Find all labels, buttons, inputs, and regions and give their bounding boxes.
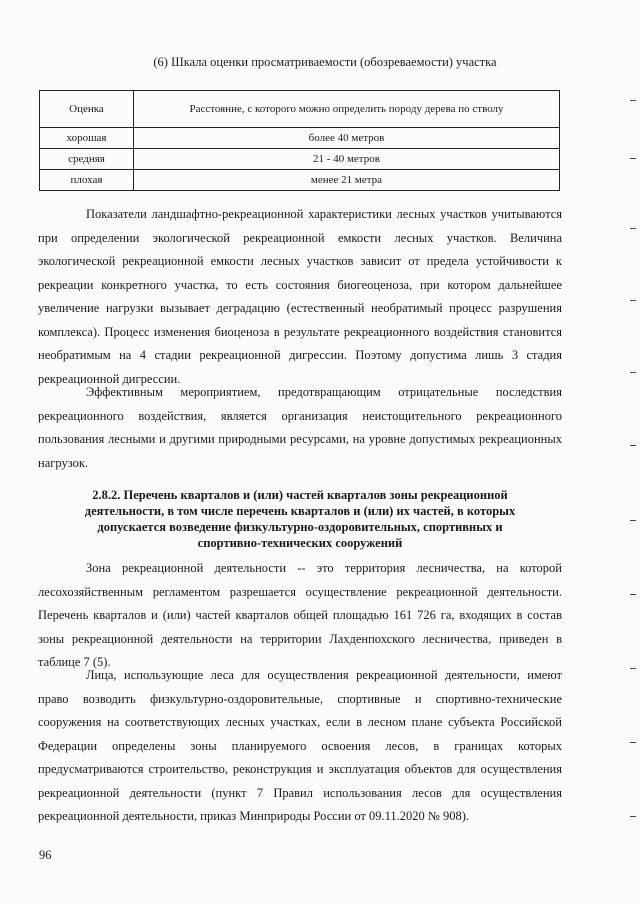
table-cell: плохая xyxy=(40,170,134,191)
table-row xyxy=(40,149,560,170)
table-cell: более 40 метров xyxy=(134,128,560,149)
table-cell: менее 21 метра xyxy=(134,170,560,191)
scan-edge-mark xyxy=(630,372,636,373)
paragraph-recreation-capacity: Показатели ландшафтно-рекреационной характеристики лесных участков учитываются при определении экологической рекреационной емкости лесных участков. Величина экологической рекреационной емкости лесных участков зависит от предела устойчивости к рекреации конкретного участка, то есть состояния биогеоценоза, при котором дальнейшее увеличение нагрузки вызывает деградацию (естественный необратимый процесс разрушения комплекса). Процесс изменения биоценоза в результате рекреационного воздействия становится необратимым на 4 стадии рекреационной дигрессии. Поэтому допустима лишь 3 стадия рекреационной дигрессии. xyxy=(38,207,562,386)
scan-edge-mark xyxy=(630,158,636,159)
scan-edge-mark xyxy=(630,300,636,301)
scan-edge-mark xyxy=(630,100,636,101)
page-number: 96 xyxy=(39,848,52,862)
table-row xyxy=(40,170,560,191)
table-caption: (6) Шкала оценки просматриваемости (обозреваемости) участка xyxy=(153,55,497,69)
section-heading: 2.8.2. Перечень кварталов и (или) частей кварталов зоны рекреационной деятельности, в том числе перечень кварталов и (или) их частей, в которых допускается возведение физкультурно-оздоровительных, спортивных и спортивно-технических сооружений xyxy=(84,488,516,550)
scan-edge-mark xyxy=(630,445,636,446)
table-cell: средняя xyxy=(40,149,134,170)
scan-edge-mark xyxy=(630,520,636,521)
scan-edge-mark xyxy=(630,816,636,817)
header-distance: Расстояние, с которого можно определить породу дерева по стволу xyxy=(134,91,560,128)
scan-edge-mark xyxy=(630,668,636,669)
scan-edge-mark xyxy=(630,594,636,595)
visibility-scale-table xyxy=(39,90,560,191)
scan-edge-mark xyxy=(630,228,636,229)
paragraph-construction-rights: Лица, использующие леса для осуществления рекреационной деятельности, имеют право возводить физкультурно-оздоровительные, спортивные и спортивно-технические сооружения на соответствующих лесных участках, если в лесном плане субъекта Российской Федерации определены зоны планируемого освоения лесов, в границах которых предусматриваются строительство, реконструкция и эксплуатация объектов для осуществления рекреационной деятельности (пункт 7 Правил использования лесов для осуществления рекреационной деятельности, приказ Минприроды России от 09.11.2020 № 908). xyxy=(38,668,562,823)
table-cell: хорошая xyxy=(40,128,134,149)
table-header-row xyxy=(40,91,560,128)
header-rating: Оценка xyxy=(40,91,134,128)
table-row xyxy=(40,128,560,149)
table-cell: 21 - 40 метров xyxy=(134,149,560,170)
scan-edge-mark xyxy=(630,742,636,743)
paragraph-recreation-zone: Зона рекреационной деятельности -- это территория лесничества, на которой лесохозяйственным регламентом разрешается осуществление рекреационной деятельности. Перечень кварталов и (или) частей кварталов общей площадью 161 726 га, входящих в состав зоны рекреационной деятельности на территории Лахденпохского лесничества, приведен в таблице 7 (5). xyxy=(38,561,562,669)
paragraph-effective-measure: Эффективным мероприятием, предотвращающим отрицательные последствия рекреационного воздействия, является организация неистощительного рекреационного пользования лесными и другими природными ресурсами, на уровне допустимых рекреационных нагрузок. xyxy=(38,385,562,470)
